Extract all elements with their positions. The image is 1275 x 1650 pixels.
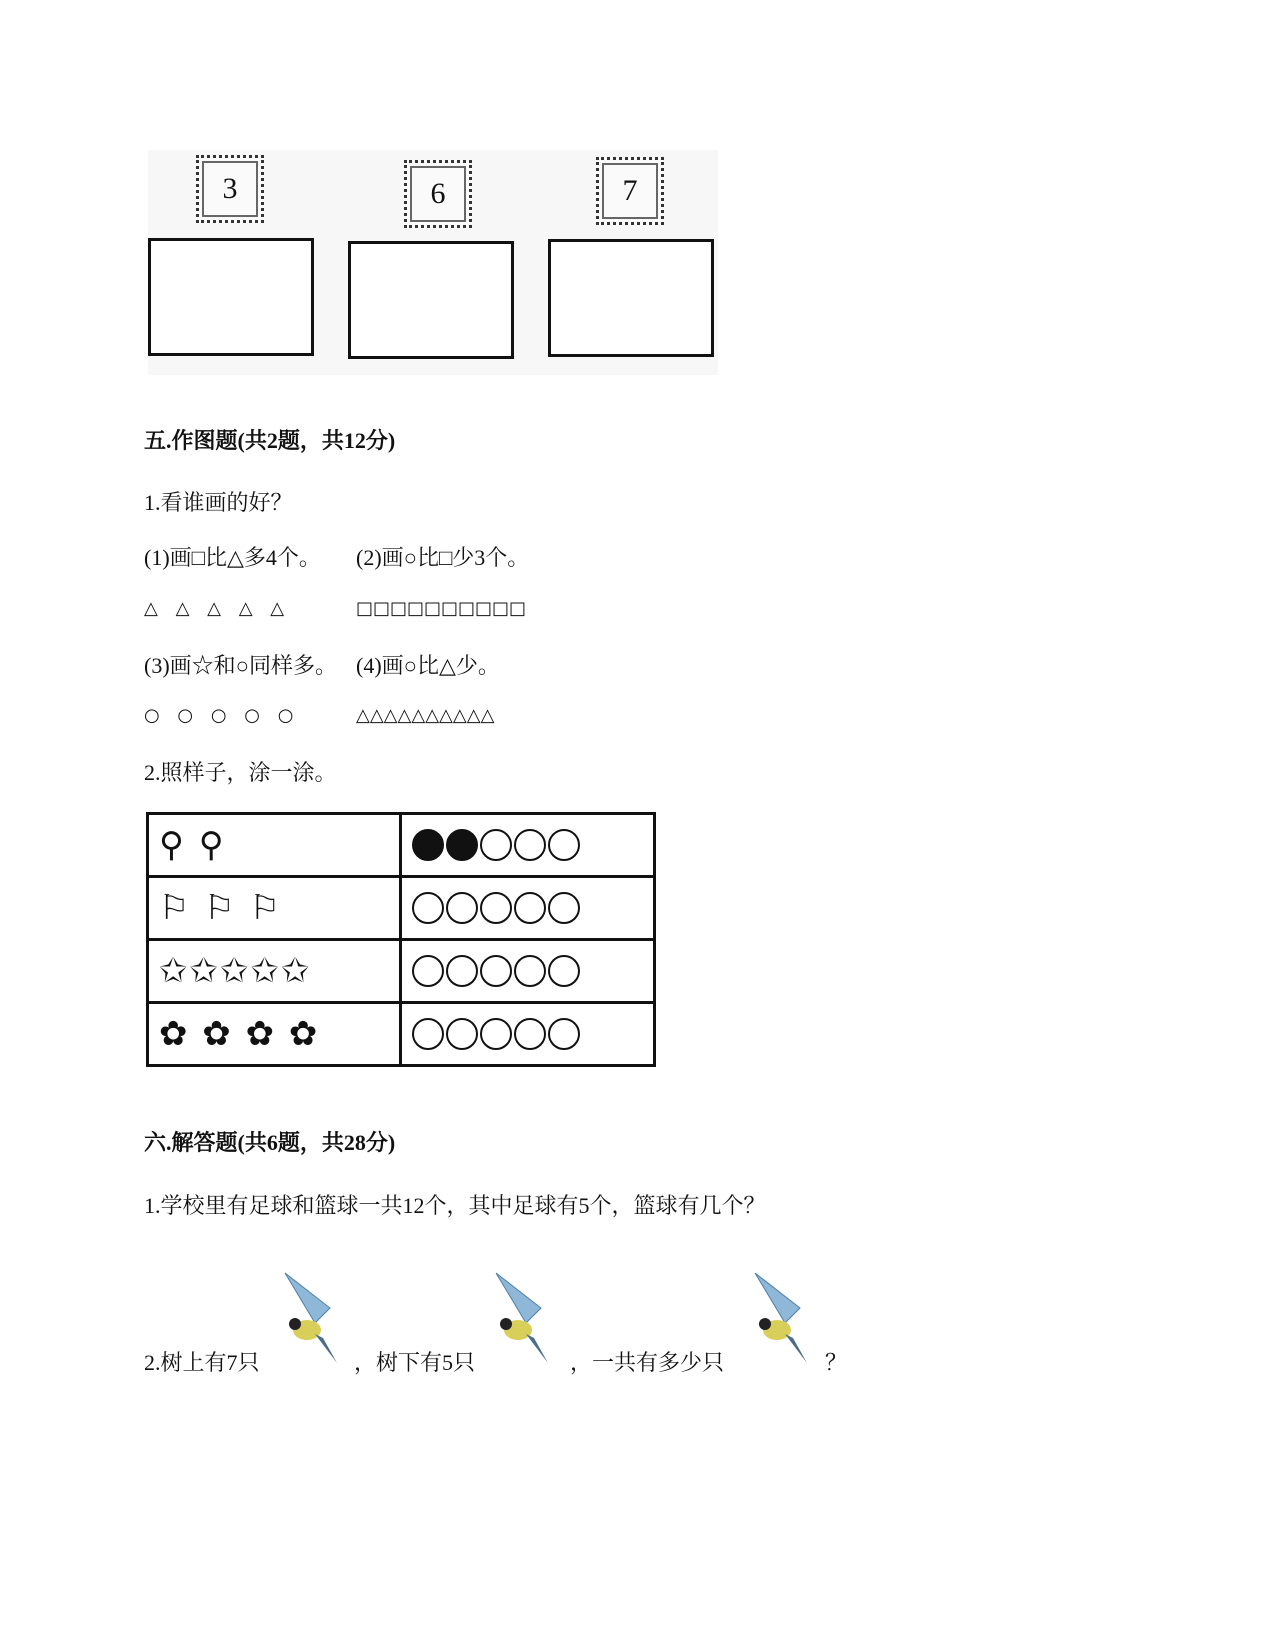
problem-2-part-1: 2.树上有7只 (144, 1350, 260, 1375)
circle-4[interactable] (514, 955, 546, 987)
circle-2[interactable] (446, 829, 478, 861)
circle-4[interactable] (514, 1018, 546, 1050)
circle-5[interactable] (548, 892, 580, 924)
coloring-table (146, 812, 656, 1067)
part-3-label: (3)画☆和○同样多。 (144, 653, 337, 678)
flags: ⚐ ⚐ ⚐ (159, 888, 283, 928)
circle-2[interactable] (446, 892, 478, 924)
circle-cell (401, 877, 655, 940)
balloon-icon (148, 814, 401, 877)
circle-2[interactable] (446, 1018, 478, 1050)
table-row (148, 877, 655, 940)
circle-1[interactable] (412, 1018, 444, 1050)
circle-4[interactable] (514, 829, 546, 861)
circle-3[interactable] (480, 892, 512, 924)
circle-3[interactable] (480, 829, 512, 861)
triangles-row-long: △△△△△△△△△△ (356, 705, 495, 726)
wreath-number: 6 (430, 177, 446, 210)
question-2: 2.照样子，涂一涂。 (144, 760, 337, 785)
circle-cell (401, 814, 655, 877)
circle-1[interactable] (412, 955, 444, 987)
circle-1[interactable] (412, 829, 444, 861)
circle-group (412, 829, 643, 861)
table-row (148, 940, 655, 1003)
circle-3[interactable] (480, 1018, 512, 1050)
circle-group (412, 955, 643, 987)
number-wreath-3 (596, 157, 664, 225)
number-wreath-2 (404, 160, 472, 228)
circle-group (412, 892, 643, 924)
problem-2-part-2: ，树下有5只 (354, 1350, 476, 1375)
circle-cell (401, 940, 655, 1003)
answer-box-3[interactable] (548, 239, 714, 357)
table-row (148, 814, 655, 877)
problem-2-part-4: ？ (825, 1350, 848, 1375)
bird-icon (275, 1268, 345, 1368)
bird-icon (486, 1268, 556, 1368)
flag-icon (148, 877, 401, 940)
circle-cell (401, 1003, 655, 1066)
circle-3[interactable] (480, 955, 512, 987)
bird-icon (745, 1268, 815, 1368)
circle-group (412, 1018, 643, 1050)
section-five-title: 五.作图题(共2题，共12分) (144, 428, 396, 453)
circle-5[interactable] (548, 829, 580, 861)
star-icon (148, 940, 401, 1003)
circle-2[interactable] (446, 955, 478, 987)
squares-row: □□□□□□□□□□ (356, 598, 527, 619)
part-2-label: (2)画○比□少3个。 (356, 545, 530, 570)
circle-1[interactable] (412, 892, 444, 924)
stars: ✩✩✩✩✩ (159, 951, 312, 991)
answer-box-2[interactable] (348, 241, 514, 359)
problem-1: 1.学校里有足球和篮球一共12个，其中足球有5个，篮球有几个？ (144, 1193, 766, 1218)
circle-5[interactable] (548, 1018, 580, 1050)
answer-box-1[interactable] (148, 238, 314, 356)
section-six-title: 六.解答题(共6题，共28分) (144, 1130, 396, 1155)
number-wreath-1 (196, 155, 264, 223)
balloons: ⚲ ⚲ (159, 825, 226, 865)
wreath-number: 3 (222, 172, 238, 205)
problem-2-part-3: ，一共有多少只 (570, 1350, 725, 1375)
circles-row: ○ ○ ○ ○ ○ (144, 705, 300, 726)
triangles-row: △ △ △ △ △ (144, 598, 291, 619)
flowers: ✿ ✿ ✿ ✿ (159, 1014, 320, 1054)
part-1-label: (1)画□比△多4个。 (144, 545, 321, 570)
circle-5[interactable] (548, 955, 580, 987)
question-1: 1.看谁画的好？ (144, 490, 293, 515)
circle-4[interactable] (514, 892, 546, 924)
table-row (148, 1003, 655, 1066)
flower-icon (148, 1003, 401, 1066)
wreath-number: 7 (622, 174, 638, 207)
part-4-label: (4)画○比△少。 (356, 653, 500, 678)
